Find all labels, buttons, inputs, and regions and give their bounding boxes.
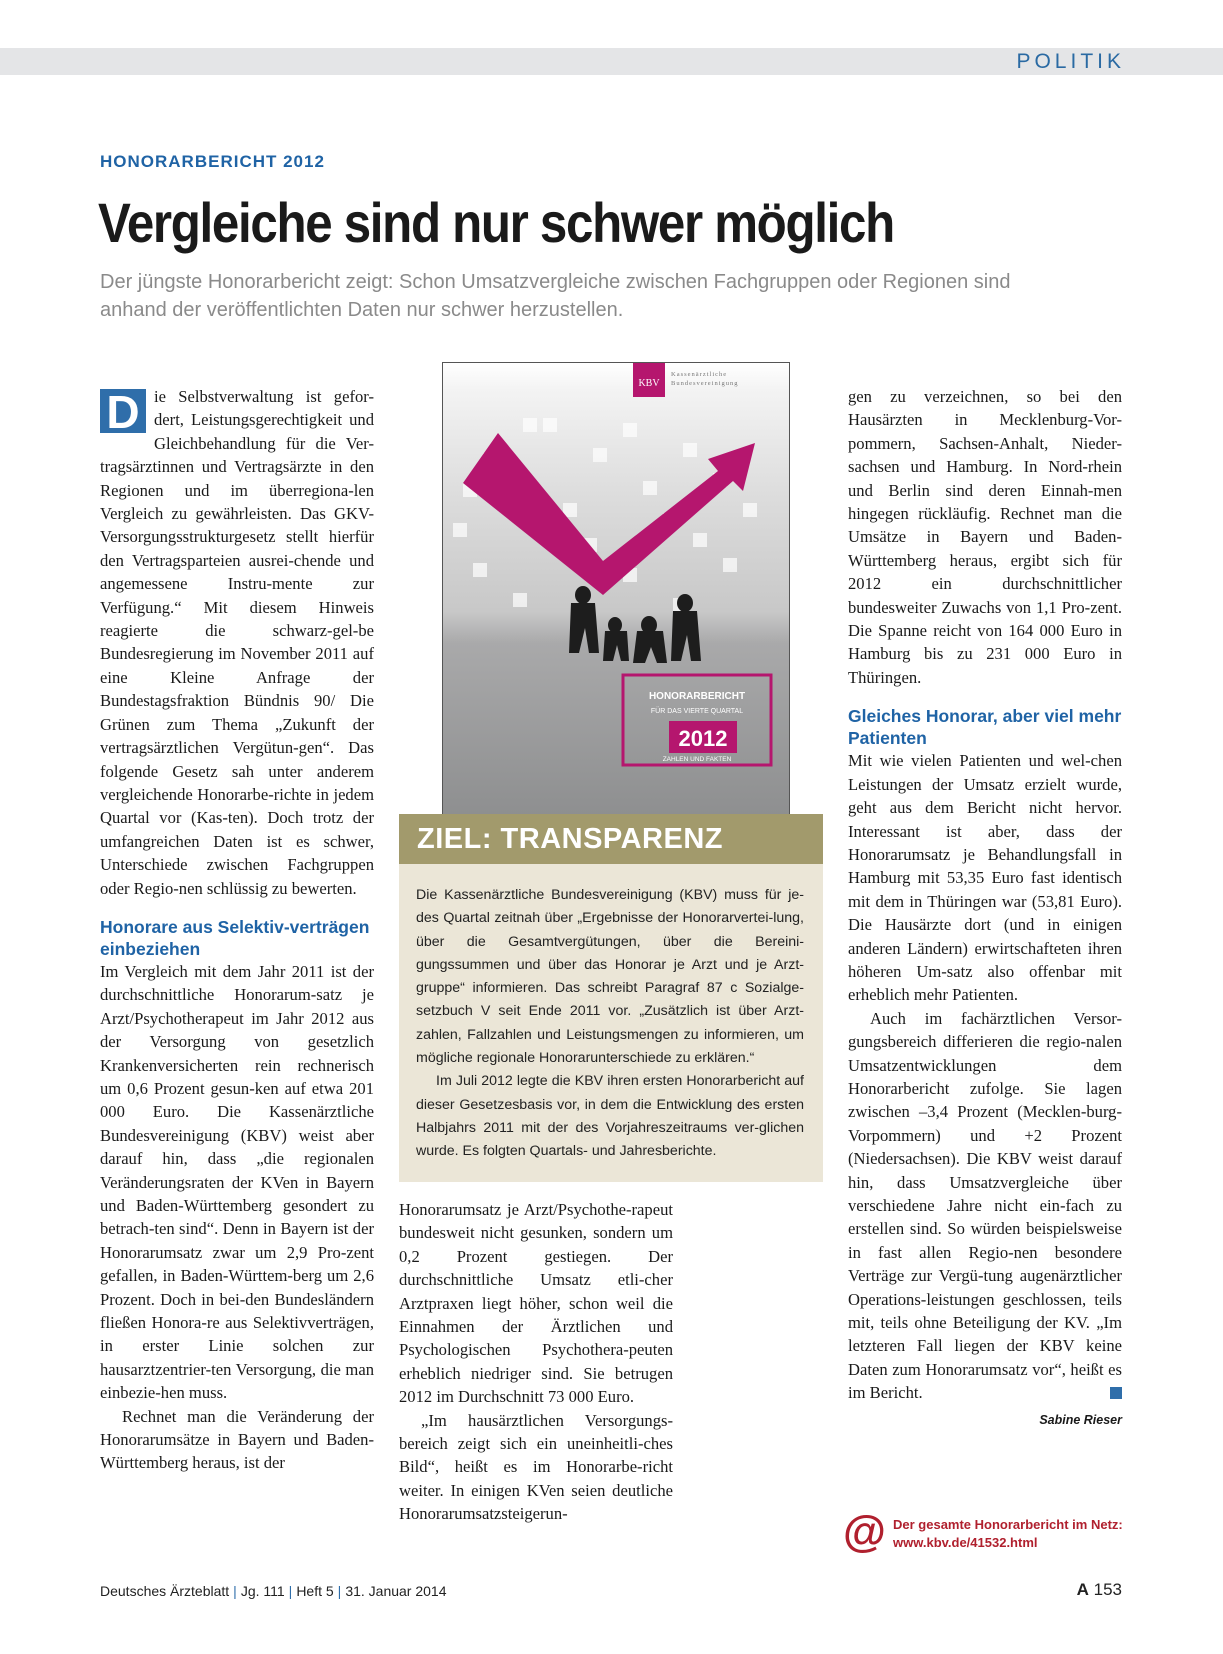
footer-issue: Heft 5	[296, 1583, 334, 1599]
article-headline: Vergleiche sind nur schwer möglich	[98, 191, 894, 254]
paragraph	[100, 385, 374, 900]
report-cover-image	[442, 362, 790, 816]
cover-year: 2012	[678, 726, 728, 751]
kbv-logo-name-2: Bundesvereinigung	[671, 380, 739, 387]
page-number-value: 153	[1093, 1580, 1122, 1599]
web-reference-link[interactable]: www.kbv.de/41532.html	[893, 1535, 1038, 1550]
paragraph: Rechnet man die Veränderung der Honorarumsätze in Bayern und Baden-Württemberg heraus, ist der	[100, 1406, 374, 1473]
paragraph-text: Auch im fachärztlichen Versor-gungsbereich differieren die regio-nalen Umsatzentwicklungen dem Honorarbericht zufolge. Sie lagen zwischen –3,4 Prozent (Mecklen-burg-Vorpommern) und +2 Prozent (Niedersachsen). Die KBV weist darauf hin, dass Umsatzvergleiche über verschiedene Jahre nicht ein-fach zu erstellen sind. So würden beispielsweise in fast allen Regio-nen besondere Verträge zur Vergü-tung augenärztlicher Operations-leistungen geschlossen, teils mit, teils ohne Beteiligung der KV. „Im letzteren Fall liegen der KBV keine Daten zum Honorarumsatz vor“, heißt es im Bericht.	[848, 1008, 1122, 1403]
footer-separator: |	[288, 1583, 293, 1599]
page-prefix: A	[1076, 1580, 1089, 1599]
paragraph: Mit wie vielen Patienten und wel-chen Leistungen der Umsatz erzielt wurde, geht aus dem Bericht nicht hervor. Interessant ist aber, dass der Honorarumsatz je Behandlungsfall in Hamburg mit 53,35 Euro fast identisch mit dem in Thüringen war (53,81 Euro). Die Hausärzte dort (und in einigen anderen Ländern) erwirtschafteten ihren höheren Um-satz also offenbar mit erheblich mehr Patienten.	[848, 751, 1122, 1005]
footer-separator: |	[233, 1583, 237, 1599]
paragraph-text: ie Selbstverwaltung ist gefor-dert, Leistungsgerechtigkeit und Gleichbehandlung für die Ver-tragsärztinnen und Vertragsärzte in den Regionen und im überregiona-len Vergleich zu gewährleisten. Das GKV-Versorgungsstrukturgesetz stellt hierfür den Vertragsparteien ausrei-chende und angemessene Instru-mente zur Verfügung.“ Mit diesem Hinweis reagierte die schwarz-gel-be Bundesregierung im November 2011 auf eine Kleine Anfrage der Bundestagsfraktion Bündnis 90/ Die Grünen zum Thema „Zukunft der vertragsärztlichen Vergütun-gen“. Das folgende Gesetz sah unter anderem vergleichende Honorarbe-richte in jedem Quartal vor (Kas-ten). Doch trotz der umfangreichen Daten ist es schwer, Unterschiede zwischen Fachgruppen oder Regio-nen schlüssig zu bewerten.	[100, 387, 374, 898]
section-label: POLITIK	[1016, 50, 1125, 73]
footer-date: 31. Januar 2014	[345, 1583, 447, 1599]
paragraph: gen zu verzeichnen, so bei den Hausärzten in Mecklenburg-Vor-pommern, Sachsen-Anhalt, Nieder-sachsen und Hamburg. In Nord-rhein und Berlin sind deren Einnah-men hingegen rückläufig. Rechnet man die Umsätze in Bayern und Baden-Württemberg heraus, ergibt sich für 2012 ein durchschnittlicher bundesweiter Zuwachs von 1,1 Pro-zent. Die Spanne reicht von 164 000 Euro in Hamburg bis zu 231 000 Euro in Thüringen.	[848, 387, 1122, 687]
paragraph: „Im hausärztlichen Versorgungs-bereich zeigt sich ein uneinheitli-ches Bild“, heißt es im Honorarbe-richt weiter. In einigen KVen seien deutliche Honorarumsatzsteigerun-	[399, 1410, 673, 1524]
end-mark	[1110, 1387, 1122, 1399]
figures-silhouette	[569, 586, 701, 663]
kbv-logo-abbr: KBV	[638, 378, 660, 389]
subheading: Gleiches Honorar, aber viel mehr Patienten	[848, 706, 1122, 749]
article-column-3	[848, 385, 1122, 1432]
web-reference-text	[893, 1516, 1123, 1552]
article-lead: Der jüngste Honorarbericht zeigt: Schon Umsatzvergleiche zwischen Fachgruppen oder Regionen sind anhand der veröffentlichten Daten nur schwer herzustellen.	[100, 271, 1011, 321]
at-icon: @	[843, 1507, 886, 1556]
footer-volume: Jg. 111	[240, 1583, 285, 1599]
rising-arrow	[463, 433, 755, 595]
page-footer	[100, 1583, 447, 1599]
fact-box	[399, 814, 823, 1182]
paragraph: Im Vergleich mit dem Jahr 2011 ist der durchschnittliche Honorarum-satz je Arzt/Psychotherapeut im Jahr 2012 aus der Versorgung von gesetzlich Krankenversicherten rein rechnerisch um 0,6 Prozent gesun-ken auf etwa 201 000 Euro. Die Kassenärztliche Bundesvereinigung (KBV) weist aber darauf hin, dass „die regionalen Veränderungsraten der KVen in Bayern und Baden-Württemberg gesondert zu betrach-ten sind“. Denn in Bayern ist der Honorarumsatz zwar um 2,9 Pro-zent gefallen, in Baden-Württem-berg um 2,6 Prozent. Doch in bei-den Bundesländern fließen Honora-re aus Selektivverträgen, in erster Linie solchen zur hausarztzentrier-ten Versorgung, die man einbezie-hen muss.	[100, 961, 374, 1403]
page-number	[1077, 1580, 1122, 1600]
fact-box-paragraph: Im Juli 2012 legte die KBV ihren ersten Honorarbericht auf dieser Gesetzesbasis vor, in dem die Entwicklung des ersten Halbjahrs 2011 mit der des Vorjahreszeitraums ver-glichen wurde. Es folgten Quartals- und Jahresberichte.	[416, 1073, 804, 1160]
cover-title: HONORARBERICHT	[648, 691, 746, 702]
footer-journal: Deutsches Ärzteblatt	[100, 1583, 230, 1599]
drop-cap: D	[100, 389, 146, 433]
article-author: Sabine Rieser	[1039, 1412, 1122, 1427]
cover-zahlen: ZAHLEN UND FAKTEN	[662, 756, 732, 763]
web-reference	[843, 1507, 1123, 1560]
fact-box-paragraph: Die Kassenärztliche Bundesvereinigung (KBV) muss für je-des Quartal zeitnah über „Ergebnisse der Honorarvertei-lung, über die Gesamtvergütungen, über die Bereini-gungssummen und über das Honorar je Arzt und je Arzt-gruppe“ informieren. Das schreibt Paragraf 87 c Sozialge-setzbuch V seit Ende 2011 vor. „Zusätzlich ist über Arzt-zahlen, Fallzahlen und Leistungsmengen zu informieren, um mögliche regionale Honorarunterschiede zu erklären.“	[416, 887, 804, 1067]
kbv-logo-name-1: Kassenärztliche	[671, 371, 728, 378]
subheading: Honorare aus Selektiv-verträgen einbeziehen	[100, 916, 370, 959]
article-kicker: HONORARBERICHT 2012	[100, 152, 325, 171]
footer-separator: |	[337, 1583, 342, 1599]
report-cover-graphic	[443, 363, 789, 815]
web-reference-label: Der gesamte Honorarbericht im Netz:	[893, 1517, 1123, 1532]
fact-box-title: ZIEL: TRANSPARENZ	[399, 814, 823, 864]
article-column-2	[399, 1198, 673, 1526]
paragraph: Honorarumsatz je Arzt/Psychothe-rapeut bundesweit nicht gesunken, sondern um 0,2 Prozent gestiegen. Der durchschnittliche Umsatz etli-cher Arztpraxen liegt höher, schon weil die Einnahmen der Ärztlichen und Psychologischen Psychothera-peuten erheblich niedriger sind. Sie betrugen 2012 im Durchschnitt 73 000 Euro.	[399, 1200, 673, 1407]
article-column-1	[100, 385, 374, 1475]
cover-subtitle: FÜR DAS VIERTE QUARTAL	[650, 708, 744, 715]
fact-box-body	[416, 884, 804, 1164]
paragraph	[848, 1007, 1122, 1405]
